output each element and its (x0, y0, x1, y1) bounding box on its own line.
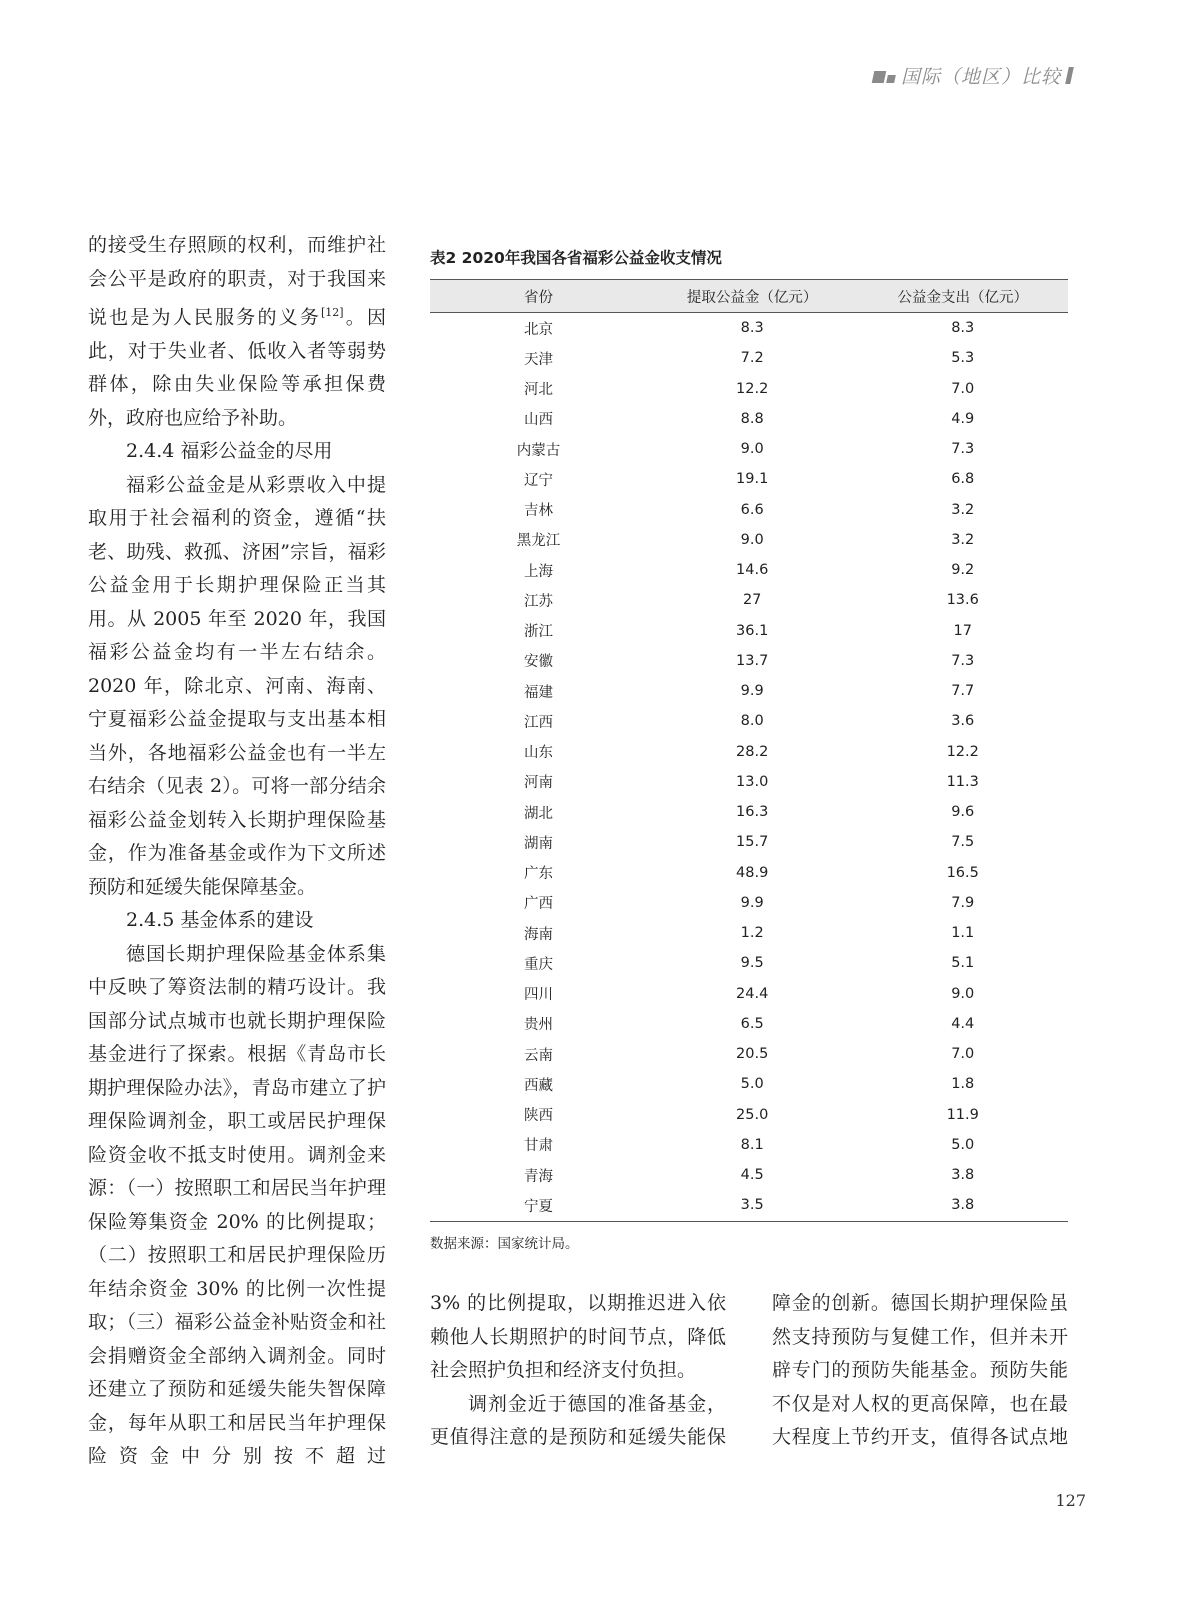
table-row (430, 827, 1068, 857)
cell-extracted: 6.5 (740, 1015, 764, 1032)
cell-expenditure: 7.0 (951, 380, 975, 397)
section-heading-2-4-4: 2.4.4 福彩公益金的尽用 (126, 440, 333, 463)
cell-expenditure: 7.9 (951, 894, 975, 911)
cell-province: 福建 (523, 684, 553, 701)
cell-province: 上海 (523, 563, 553, 580)
cell-province: 广西 (523, 896, 553, 913)
cell-province: 河南 (523, 775, 553, 792)
table-title: 表2 2020年我国各省福彩公益金收支情况 (430, 249, 722, 267)
header-logo-mark-icon (873, 69, 895, 83)
cell-extracted: 15.7 (736, 834, 769, 851)
cell-extracted: 16.3 (736, 804, 769, 821)
cell-expenditure: 9.0 (951, 985, 975, 1002)
middle-text-column (430, 1287, 726, 1455)
cell-province: 河北 (523, 382, 553, 399)
cell-extracted: 8.1 (740, 1136, 764, 1153)
cell-expenditure: 3.8 (857, 1190, 1068, 1221)
citation-12: [12] (321, 306, 344, 319)
cell-province: 天津 (523, 351, 553, 368)
right-text-column (772, 1287, 1068, 1455)
left-paragraph-3: 德国长期护理保险基金体系集中反映了筹资法制的精巧设计。我国部分试点城市也就长期护理保险基金进行了探索。根据《青岛市长期护理保险办法》，青岛市建立了护理保险调剂金，职工或居民护理保险资金收不抵支时使用。调剂金来源：（一）按照职工和居民当年护理保险筹集资金 20% 的比例提取；（二）按照职工和居民护理保险历年结余资金 30% 的比例一次性提取；（三）福彩公益金补贴资金和社会捐赠资金全部纳入调剂金。同时还建立了预防和延缓失能失智保障金，每年从职工和居民当年护理保险资金中分别按不超过 (88, 942, 386, 1468)
table-row (430, 646, 1068, 676)
cell-expenditure: 7.3 (951, 441, 975, 458)
cell-expenditure: 7.5 (951, 834, 975, 851)
cell-extracted: 9.9 (740, 683, 764, 700)
table-row (430, 464, 1068, 494)
table-row (430, 313, 1068, 344)
cell-extracted: 48.9 (736, 864, 769, 881)
cell-extracted: 8.3 (740, 320, 764, 337)
cell-extracted: 9.9 (740, 894, 764, 911)
cell-extracted: 25.0 (736, 1106, 769, 1123)
cell-expenditure: 13.6 (946, 592, 979, 609)
cell-expenditure: 3.8 (951, 1167, 975, 1184)
right-paragraph-1: 障金的创新。德国长期护理保险虽然支持预防与复健工作，但并未开辟专门的预防失能基金。预防失能不仅是对人权的更高保障，也在最大程度上节约开支，值得各试点地 (772, 1292, 1068, 1448)
cell-extracted: 27 (742, 592, 762, 609)
cell-expenditure: 12.2 (946, 743, 979, 760)
cell-province: 海南 (523, 926, 553, 943)
cell-province: 内蒙古 (516, 442, 561, 459)
cell-expenditure: 9.6 (951, 804, 975, 821)
cell-extracted: 9.0 (740, 441, 764, 458)
cell-province: 广东 (523, 866, 553, 883)
header-bar-icon (1065, 67, 1074, 84)
table-row (430, 555, 1068, 585)
cell-province: 陕西 (523, 1108, 553, 1125)
cell-province: 江苏 (523, 593, 553, 610)
cell-extracted: 3.5 (647, 1190, 858, 1221)
table-row (430, 495, 1068, 525)
cell-province: 湖南 (523, 835, 553, 852)
table-row (430, 616, 1068, 646)
table-2-block (430, 246, 1068, 1252)
cell-extracted: 36.1 (736, 622, 769, 639)
cell-expenditure: 7.0 (951, 1046, 975, 1063)
table-row (430, 1069, 1068, 1099)
table-row (430, 1130, 1068, 1160)
cell-province: 甘肃 (523, 1138, 553, 1155)
table-row (430, 1039, 1068, 1069)
cell-expenditure: 6.8 (951, 471, 975, 488)
cell-expenditure: 5.3 (951, 350, 975, 367)
cell-expenditure: 7.3 (951, 652, 975, 669)
cell-expenditure: 9.2 (951, 562, 975, 579)
table-header-row (430, 280, 1068, 313)
header-extracted-fund: 提取公益金（亿元） (647, 280, 858, 313)
cell-expenditure: 1.1 (951, 925, 975, 942)
cell-province: 北京 (523, 321, 553, 338)
cell-expenditure: 11.3 (946, 773, 979, 790)
cell-extracted: 24.4 (736, 985, 769, 1002)
cell-extracted: 20.5 (736, 1046, 769, 1063)
cell-province: 贵州 (523, 1017, 553, 1034)
cell-expenditure: 3.2 (951, 501, 975, 518)
cell-province: 青海 (523, 1168, 553, 1185)
middle-paragraph-1: 3% 的比例提取，以期推迟进入依赖他人长期照护的时间节点，降低社会照护负担和经济支付负担。 (430, 1292, 726, 1381)
table-row (430, 948, 1068, 978)
cell-province: 云南 (523, 1047, 553, 1064)
middle-paragraph-2: 调剂金近于德国的准备基金，更值得注意的是预防和延缓失能保 (430, 1392, 726, 1448)
table-row (430, 1100, 1068, 1130)
cell-province: 浙江 (523, 624, 553, 641)
table-row (430, 979, 1068, 1009)
left-paragraph-1 (88, 229, 386, 435)
cell-province: 山东 (523, 745, 553, 762)
cell-extracted: 8.8 (740, 410, 764, 427)
left-paragraph-2: 福彩公益金是从彩票收入中提取用于社会福利的资金，遵循“扶老、助残、救孤、济困”宗旨，福彩公益金用于长期护理保险正当其用。从 2005 年至 2020 年，我国福彩公益金均有一半左右结余。2020 年，除北京、河南、海南、宁夏福彩公益金提取与支出基本相当外，各地福彩公益金也有一半左右结余（见表 2）。可将一部分结余福彩公益金划转入长期护理保险基金，作为准备基金或作为下文所述预防和延缓失能保障基金。 (88, 473, 386, 898)
cell-province: 四川 (523, 987, 553, 1004)
cell-extracted: 14.6 (736, 562, 769, 579)
cell-province: 江西 (523, 714, 553, 731)
section-heading-2-4-5: 2.4.5 基金体系的建设 (126, 909, 314, 932)
table-row (430, 1009, 1068, 1039)
table-row (430, 737, 1068, 767)
cell-expenditure: 3.6 (951, 713, 975, 730)
table-row (430, 404, 1068, 434)
cell-expenditure: 11.9 (946, 1106, 979, 1123)
running-header (873, 62, 1072, 89)
cell-expenditure: 17 (953, 622, 972, 639)
cell-province: 黑龙江 (516, 533, 561, 550)
cell-expenditure: 3.2 (951, 531, 975, 548)
cell-expenditure: 4.9 (951, 410, 975, 427)
cell-province: 山西 (523, 412, 553, 429)
table-row (430, 374, 1068, 404)
left-text-column (88, 229, 386, 1474)
table-row (430, 525, 1068, 555)
table-row (430, 1160, 1068, 1190)
cell-province: 吉林 (523, 503, 553, 520)
cell-extracted: 28.2 (736, 743, 769, 760)
table-row (430, 858, 1068, 888)
table-row (430, 918, 1068, 948)
cell-province: 重庆 (523, 956, 553, 973)
left-paragraph-1-tail: 。因此，对于失业者、低收入者等弱势群体，除由失业保险等承担保费外，政府也应给予补助。 (88, 306, 386, 429)
cell-expenditure: 7.7 (951, 683, 975, 700)
table-body (430, 313, 1068, 1222)
table-row (430, 434, 1068, 464)
left-paragraph-1-text: 的接受生存照顾的权利，而维护社会公平是政府的职责，对于我国来说也是为人民服务的义务 (88, 234, 386, 329)
table-row (430, 767, 1068, 797)
cell-extracted: 13.0 (736, 773, 769, 790)
table-source-note: 数据来源：国家统计局。 (430, 1235, 579, 1252)
table-row (430, 343, 1068, 373)
cell-province: 安徽 (523, 654, 553, 671)
cell-expenditure: 16.5 (946, 864, 979, 881)
header-province: 省份 (430, 280, 647, 313)
table-row (430, 585, 1068, 615)
cell-extracted: 19.1 (736, 471, 769, 488)
cell-expenditure: 4.4 (951, 1015, 975, 1032)
cell-extracted: 7.2 (740, 350, 764, 367)
table-row (430, 676, 1068, 706)
cell-extracted: 1.2 (740, 925, 764, 942)
cell-extracted: 9.0 (740, 531, 764, 548)
cell-extracted: 12.2 (736, 380, 769, 397)
cell-extracted: 8.0 (740, 713, 764, 730)
cell-province: 西藏 (523, 1077, 553, 1094)
header-section-title: 国际（地区）比较 (900, 66, 1061, 88)
cell-expenditure: 5.1 (951, 955, 975, 972)
table-row (430, 888, 1068, 918)
table-row (430, 797, 1068, 827)
lottery-fund-table (430, 279, 1068, 1222)
table-row (430, 706, 1068, 736)
cell-expenditure: 1.8 (951, 1076, 975, 1093)
cell-extracted: 6.6 (740, 501, 764, 518)
cell-extracted: 9.5 (740, 955, 764, 972)
cell-expenditure: 8.3 (951, 320, 975, 337)
cell-extracted: 13.7 (736, 652, 769, 669)
cell-extracted: 5.0 (740, 1076, 764, 1093)
cell-extracted: 4.5 (740, 1167, 764, 1184)
cell-expenditure: 5.0 (951, 1136, 975, 1153)
cell-province: 宁夏 (430, 1190, 647, 1221)
cell-province: 湖北 (523, 805, 553, 822)
header-fund-expenditure: 公益金支出（亿元） (857, 280, 1068, 313)
table-row (430, 1190, 1068, 1221)
cell-province: 辽宁 (523, 472, 553, 489)
page-number: 127 (1055, 1491, 1086, 1510)
